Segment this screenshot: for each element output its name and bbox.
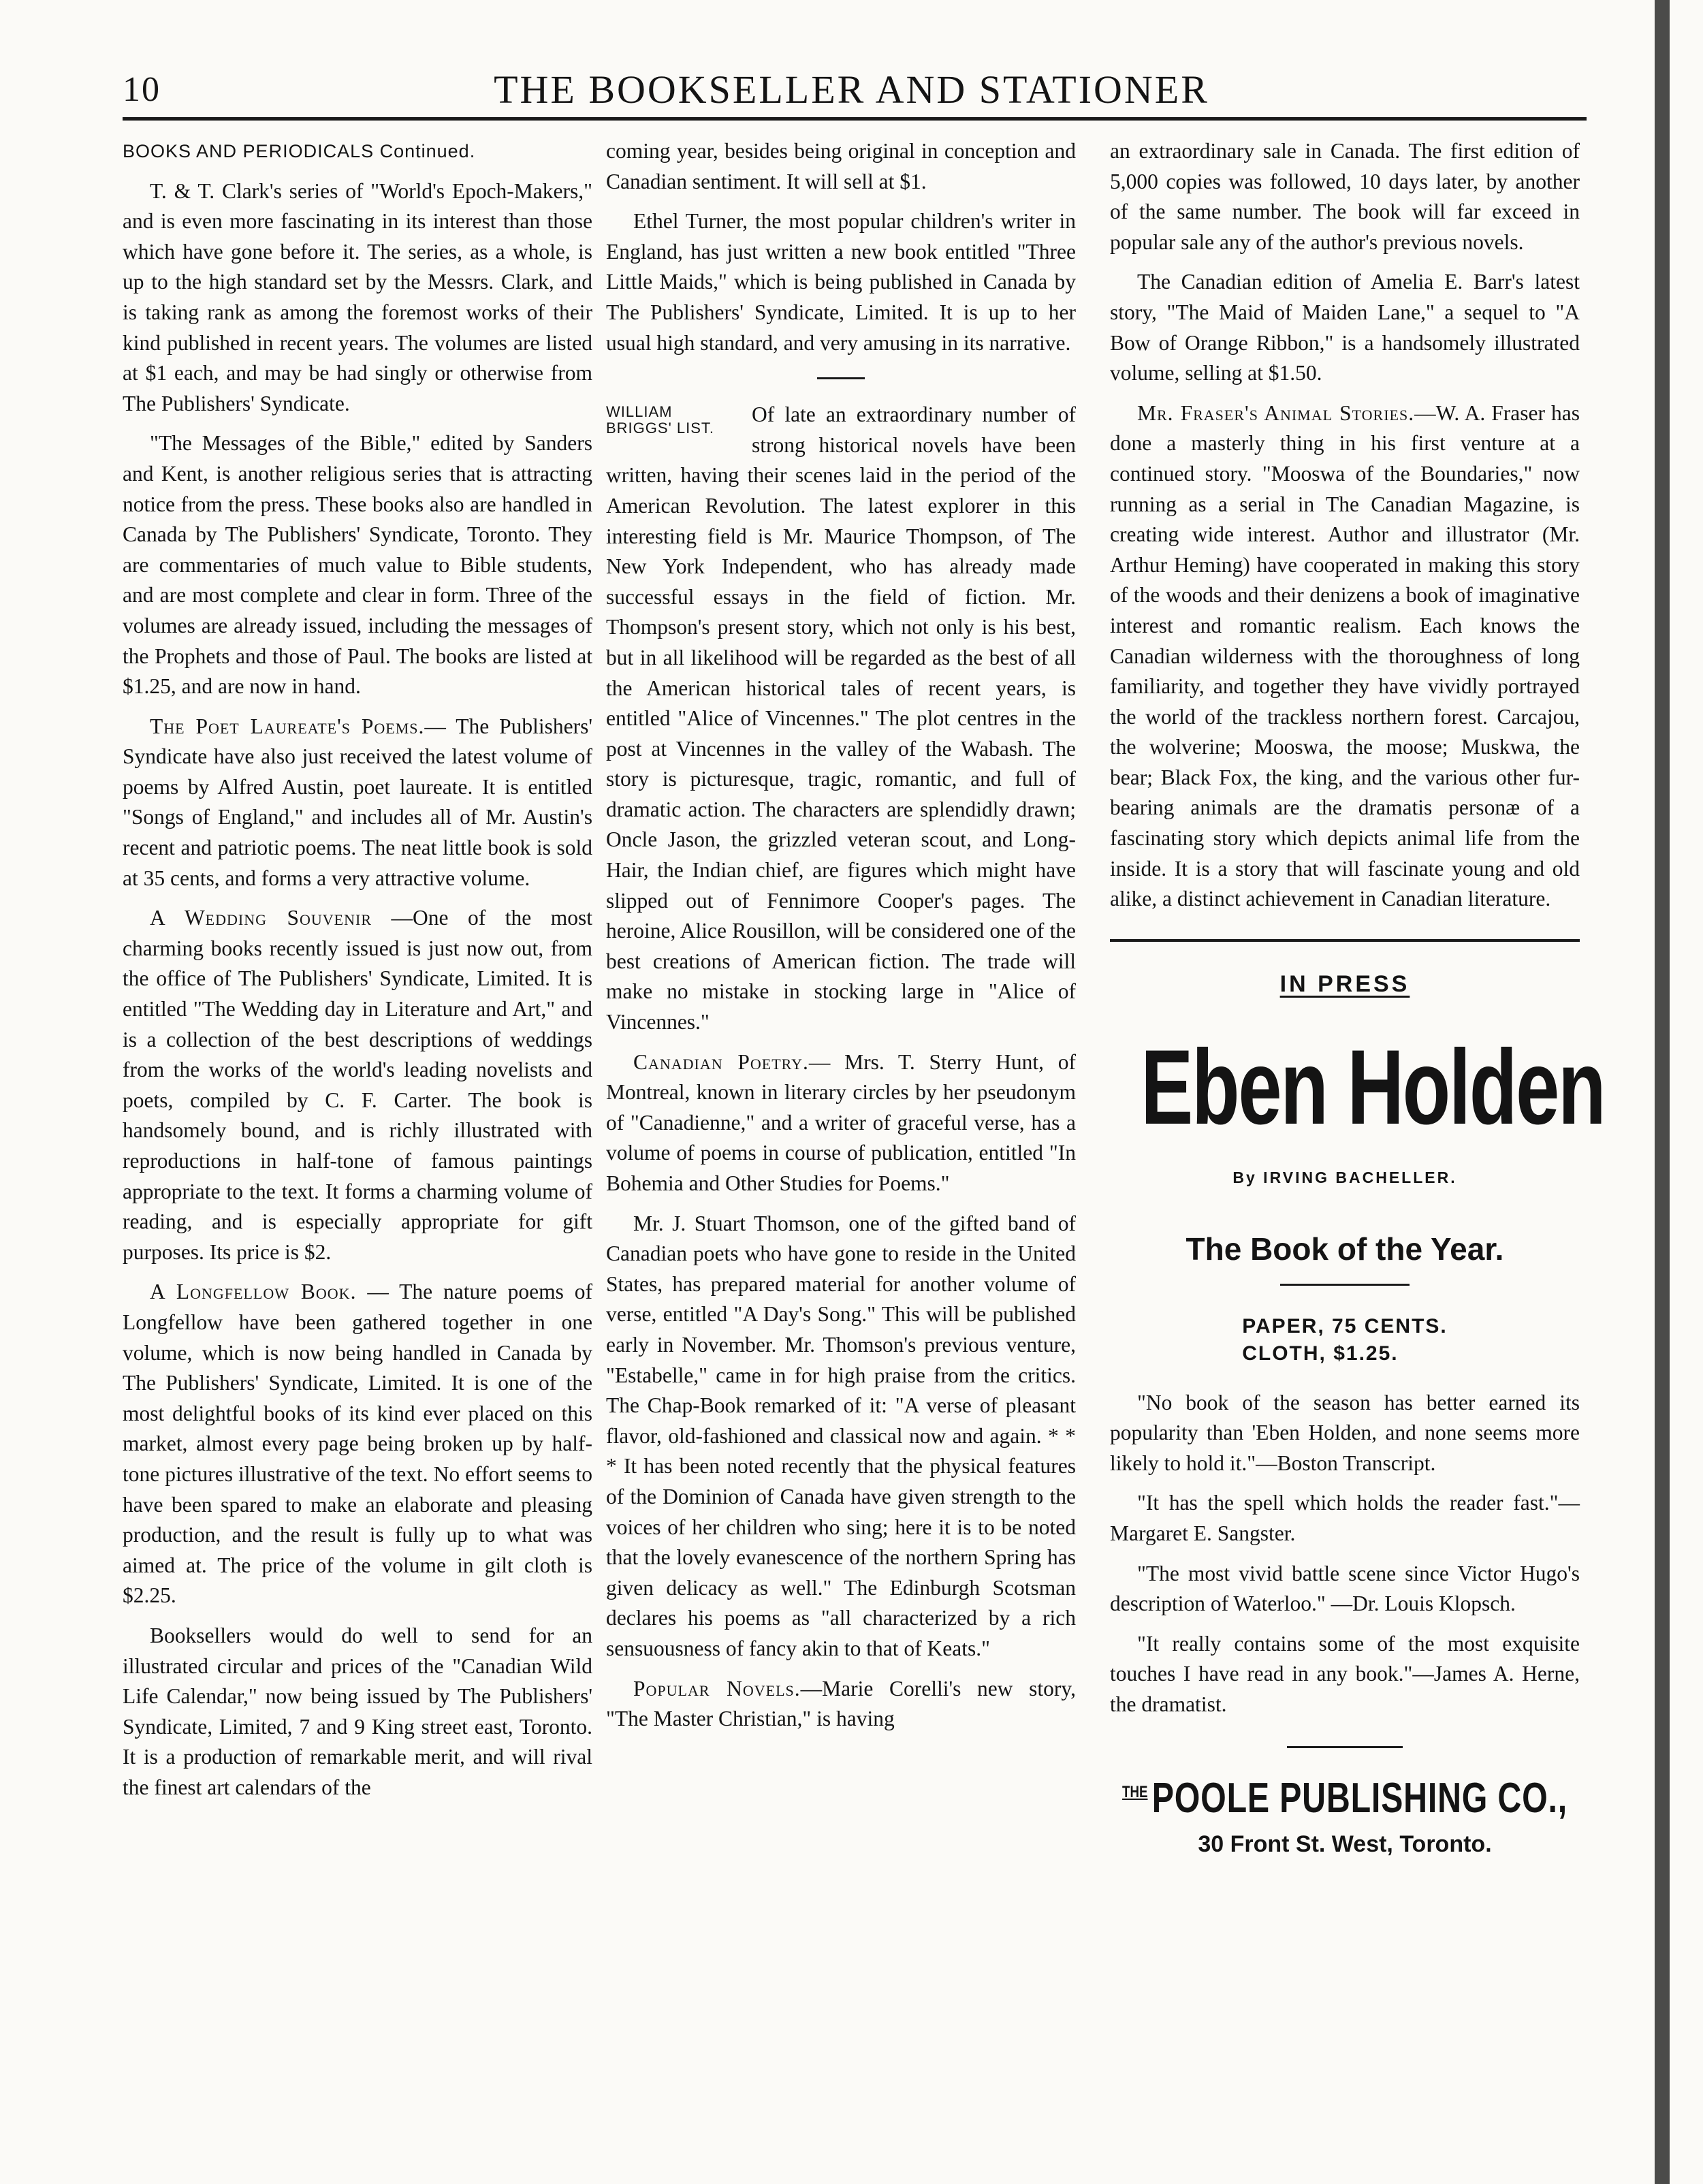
paragraph: Ethel Turner, the most popular children's writer in England, has just written a new book entitled "Three Little Maids," which is being published in Canada by The Publishers' Syndicate, Limited. It is up to her usual high standard, and very amusing in its narrative. [606, 209, 1076, 355]
price-cloth: CLOTH, $1.25. [1242, 1342, 1399, 1365]
running-head: THE BOOKSELLER AND STATIONER [494, 67, 1209, 112]
review-quote: "It has the spell which holds the reader fast."—Margaret E. Sangster. [1110, 1491, 1580, 1545]
advertisement-divider [1110, 939, 1580, 942]
paragraph-lead: A Wedding Souvenir [150, 906, 372, 930]
section-heading: BOOKS AND PERIODICALS Continued. [123, 141, 476, 161]
review-quote: "No book of the season has better earned its popularity than 'Eben Holden, and none seems more likely to hold it."—Boston Transcript. [1110, 1390, 1580, 1475]
book-tagline: The Book of the Year. [1185, 1231, 1504, 1267]
side-heading: WILLIAM BRIGGS' LIST. [606, 403, 715, 437]
divider [1280, 1284, 1410, 1286]
paragraph: coming year, besides being original in conception and Canadian sentiment. It will sell at $1. [606, 139, 1076, 193]
column-2 [606, 136, 1076, 1735]
book-byline: By IRVING BACHELLER. [1232, 1169, 1457, 1187]
paragraph-lead: The Poet Laureate's Poems. [150, 714, 425, 738]
page-number: 10 [123, 70, 161, 109]
paragraph-lead: Mr. Fraser's Animal Stories. [1137, 400, 1415, 425]
page-edge-shadow [1655, 0, 1670, 2184]
section-divider [817, 377, 865, 379]
paragraph: A Longfellow Book. — The nature poems of Longfellow have been gathered together in one volume, which is now being handled in Canada by The Publishers' Syndicate, Limited. It is one of the most delightful books of its kind ever placed on this market, almost every page being broken up by half-tone pictures illustrative of the text. No effort seems to have been spared to make an elaborate and pleasing production, and the result is fully up to what was aimed at. The price of the volume in gilt cloth is $2.25. [123, 1280, 592, 1608]
review-quote: "The most vivid battle scene since Victor Hugo's description of Waterloo." —Dr. Louis Klopsch. [1110, 1561, 1580, 1616]
in-press-label: IN PRESS [1279, 970, 1410, 997]
paragraph: WILLIAM BRIGGS' LIST. Of late an extraordinary number of strong historical novels have been written, having their scenes laid in the period of the American Revolution. The latest explorer in this interesting field is Mr. Maurice Thompson, of The New York Independent, who has already made successful essays in the field of fiction. Mr. Thompson's present story, which not only is his best, but in all likelihood will be regarded as the best of all the American historical tales of recent years, is entitled "Alice of Vincennes." The plot centres in the post at Vincennes in the valley of the Wabash. The story is picturesque, tragic, romantic, and full of dramatic action. The characters are splendidly drawn; Oncle Jason, the grizzled veteran scout, and Long-Hair, the Indian chief, are figures which might have slipped out of Fennimore Cooper's pages. The heroine, Alice Rousillon, will be considered one of the best creations of American fiction. The trade will make no mistake in stocking large in "Alice of Vincennes." [606, 402, 1076, 1034]
book-title: Eben Holden [1141, 1028, 1605, 1148]
paragraph: The Canadian edition of Amelia E. Barr's latest story, "The Maid of Maiden Lane," a sequel to "A Bow of Orange Ribbon," is a handsomely illustrated volume, selling at $1.50. [1110, 270, 1580, 385]
publisher-address: 30 Front St. West, Toronto. [1198, 1831, 1492, 1857]
paragraph: Mr. J. Stuart Thomson, one of the gifted band of Canadian poets who have gone to reside in the United States, has prepared material for another volume of verse, entitled "A Day's Song." This will be published early in November. Mr. Thomson's previous venture, "Estabelle," came in for high praise from the critics. The Chap-Book remarked of it: "A verse of pleasant flavor, old-fashioned and classical now and again. * * * It has been noted recently that the physical features of the Dominion of Canada have given strength to the voices of her children who sing; here it is to be noted that the lovely evanescence of the northern Spring has given delicacy as well." The Edinburgh Scotsman declares his poems as "all characterized by a rich sensuousness of fancy akin to that of Keats." [606, 1211, 1076, 1660]
column-3 [1110, 136, 1605, 1859]
paragraph-lead: A Longfellow Book. [150, 1280, 357, 1304]
paragraph-lead: Canadian Poetry. [633, 1049, 809, 1074]
divider [1287, 1746, 1403, 1748]
price-paper: PAPER, 75 CENTS. [1242, 1314, 1448, 1338]
paragraph: "The Messages of the Bible," edited by Sanders and Kent, is another religious series that is attracting notice from the press. These books also are handled in Canada by The Publishers' Syndicate, Toronto. They are commentaries of much value to Bible students, and are most complete and clear in form. Three of the volumes are already issued, including the messages of the Prophets and those of Paul. The books are listed at $1.25, and are now in hand. [123, 431, 592, 699]
paragraph: Booksellers would do well to send for an illustrated circular and prices of the "Canadian Wild Life Calendar," now being issued by The Publishers' Syndicate, Limited, 7 and 9 King street east, Toronto. It is a production of remarkable merit, and will rival the finest art calendars of the [123, 1623, 592, 1799]
header-rule [123, 117, 1587, 121]
paragraph-lead: Popular Novels. [633, 1676, 801, 1700]
advertisement [1110, 969, 1605, 1859]
paragraph: Canadian Poetry.— Mrs. T. Sterry Hunt, of Montreal, known in literary circles by her pseudonym of "Canadienne," and a writer of graceful verse, has a volume of poems in course of publication, entitled "In Bohemia and Other Studies for Poems." [606, 1049, 1077, 1195]
paragraph: an extraordinary sale in Canada. The first edition of 5,000 copies was followed, 10 days later, by another of the same number. The book will far exceed in popular sale any of the author's previous novels. [1110, 139, 1580, 254]
column-1 [123, 136, 592, 1803]
publisher-name: $^{THE}$ POOLE PUBLISHING CO., [1122, 1774, 1567, 1822]
paragraph: Mr. Fraser's Animal Stories.—W. A. Fraser has done a masterly thing in his first venture at a continued story. "Mooswa of the Boundaries," now running as a serial in The Canadian Magazine, is creating wide interest. Author and illustrator (Mr. Arthur Heming) have cooperated in making this story of the woods and their denizens a book of imaginative interest and romantic realism. Each knows the Canadian wilderness with the thoroughness of long familiarity, and together they have vividly portrayed the world of the trackless northern forest. Carcajou, the wolverine; Mooswa, the moose; Muskwa, the bear; Black Fox, the king, and the various other fur-bearing animals are the dramatis personæ of a fascinating story which depicts animal life from the inside. It is a story that will fascinate young and old alike, a distinct achievement in Canadian literature. [1110, 400, 1580, 911]
price-list [1242, 1313, 1448, 1367]
paragraph: A Wedding Souvenir —One of the most charming books recently issued is just now out, from the office of The Publishers' Syndicate, Limited. It is entitled "The Wedding day in Literature and Art," and is a collection of the best descriptions of weddings from the works of the world's leading novelists and poets, compiled by C. F. Carter. The book is handsomely bound, and is richly illustrated with reproductions in half-tone of famous paintings appropriate to the text. It forms a charming volume of reading, and is especially appropriate for gift purposes. Its price is $2. [123, 906, 593, 1264]
paragraph: T. & T. Clark's series of "World's Epoch-Makers," and is even more fascinating in its interest than those which have gone before it. The series, as a whole, is up to the high standard set by the Messrs. Clark, and is taking rank as among the foremost works of their kind published in recent years. The volumes are listed at $1 each, and may be had singly or otherwise from The Publishers' Syndicate. [123, 178, 592, 415]
review-quote: "It really contains some of the most exquisite touches I have read in any book."—James A. Herne, the dramatist. [1110, 1631, 1580, 1716]
paragraph: The Poet Laureate's Poems.— The Publishers' Syndicate have also just received the latest volume of poems by Alfred Austin, poet laureate. It is entitled "Songs of England," and includes all of Mr. Austin's recent and patriotic poems. The neat little book is sold at 35 cents, and forms a very attractive volume. [123, 714, 592, 890]
paragraph: Popular Novels.—Marie Corelli's new story, "The Master Christian," is having [606, 1676, 1076, 1731]
